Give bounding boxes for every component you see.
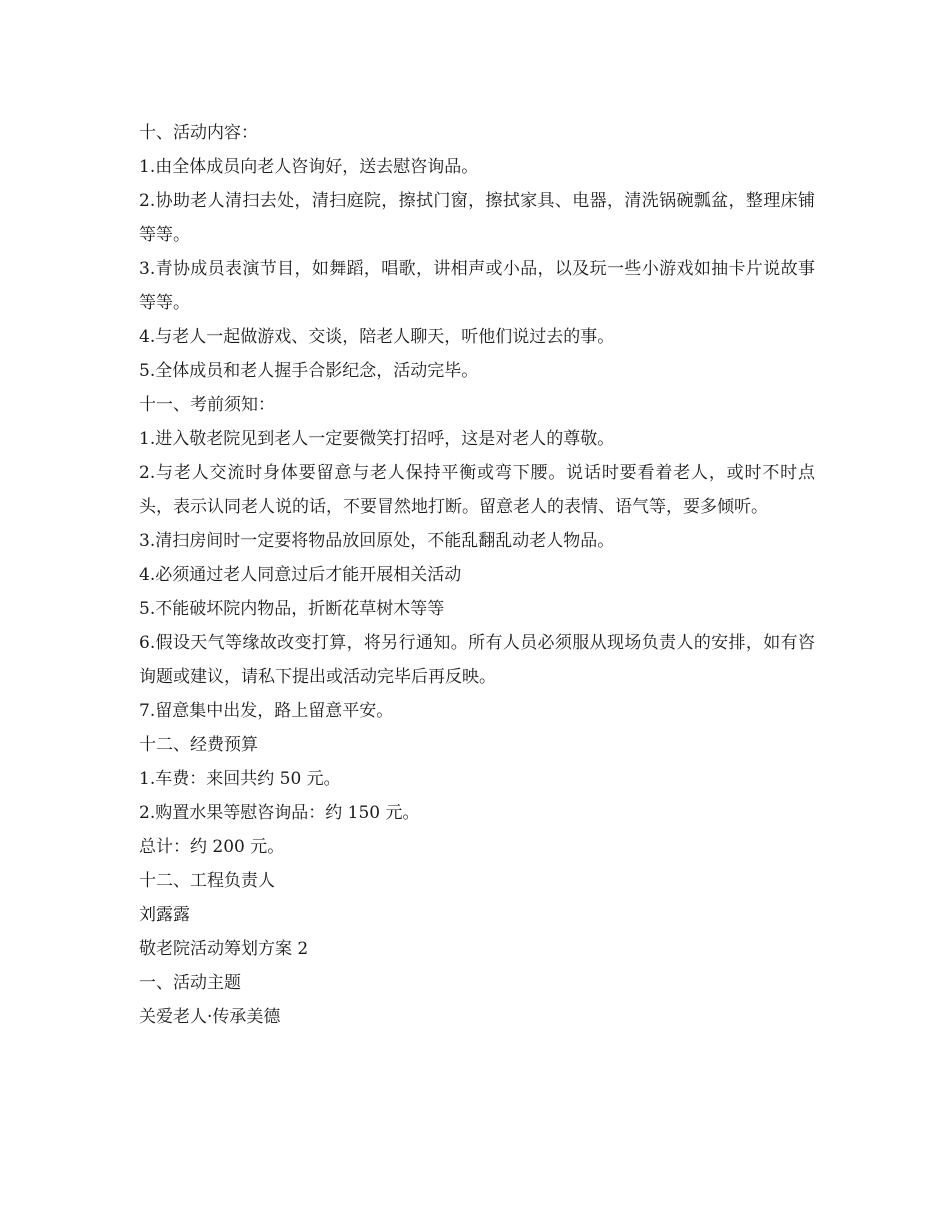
document-body [139,116,815,1034]
notice-item-6: 6.假设天气等缘故改变打算，将另行通知。所有人员必须服从现场负责人的安排，如有咨询题或建议，请私下提出或活动完毕后再反映。 [139,633,815,687]
section-heading-project-lead: 十二、工程负责人 [139,871,275,891]
activity-item-2: 2.协助老人清扫去处，清扫庭院，擦拭门窗，擦拭家具、电器，清洗锅碗瓢盆，整理床铺等等。 [139,191,815,245]
activity-item-1: 1.由全体成员向老人咨询好，送去慰咨询品。 [139,157,479,177]
notice-item-3: 3.清扫房间时一定要将物品放回原处，不能乱翻乱动老人物品。 [139,531,615,551]
section-heading-budget: 十二、经费预算 [139,735,258,755]
budget-total: 总计：约 200 元。 [139,837,285,857]
activity-item-3: 3.青协成员表演节目，如舞蹈，唱歌，讲相声或小品，以及玩一些小游戏如抽卡片说故事等等。 [139,259,815,313]
notice-item-2: 2.与老人交流时身体要留意与老人保持平衡或弯下腰。说话时要看着老人，或时不时点头，表示认同老人说的话，不要冒然地打断。留意老人的表情、语气等，要多倾听。 [139,463,815,517]
activity-item-5: 5.全体成员和老人握手合影纪念，活动完毕。 [139,361,479,381]
section-heading-theme: 一、活动主题 [139,973,241,993]
theme-text: 关爱老人·传承美德 [139,1007,281,1027]
notice-item-4: 4.必须通过老人同意过后才能开展相关活动 [139,565,462,585]
plan-title-2: 敬老院活动筹划方案 2 [139,939,309,959]
notice-item-7: 7.留意集中出发，路上留意平安。 [139,701,394,721]
notice-item-5: 5.不能破坏院内物品，折断花草树木等等 [139,599,445,619]
notice-item-1: 1.进入敬老院见到老人一定要微笑打招呼，这是对老人的尊敬。 [139,429,615,449]
budget-item-1: 1.车费：来回共约 50 元。 [139,769,341,789]
project-lead-name: 刘露露 [139,905,190,925]
section-heading-notices: 十一、考前须知： [139,395,275,415]
section-heading-activity-content: 十、活动内容： [139,123,258,143]
activity-item-4: 4.与老人一起做游戏、交谈，陪老人聊天，听他们说过去的事。 [139,327,615,347]
budget-item-2: 2.购置水果等慰咨询品：约 150 元。 [139,803,420,823]
